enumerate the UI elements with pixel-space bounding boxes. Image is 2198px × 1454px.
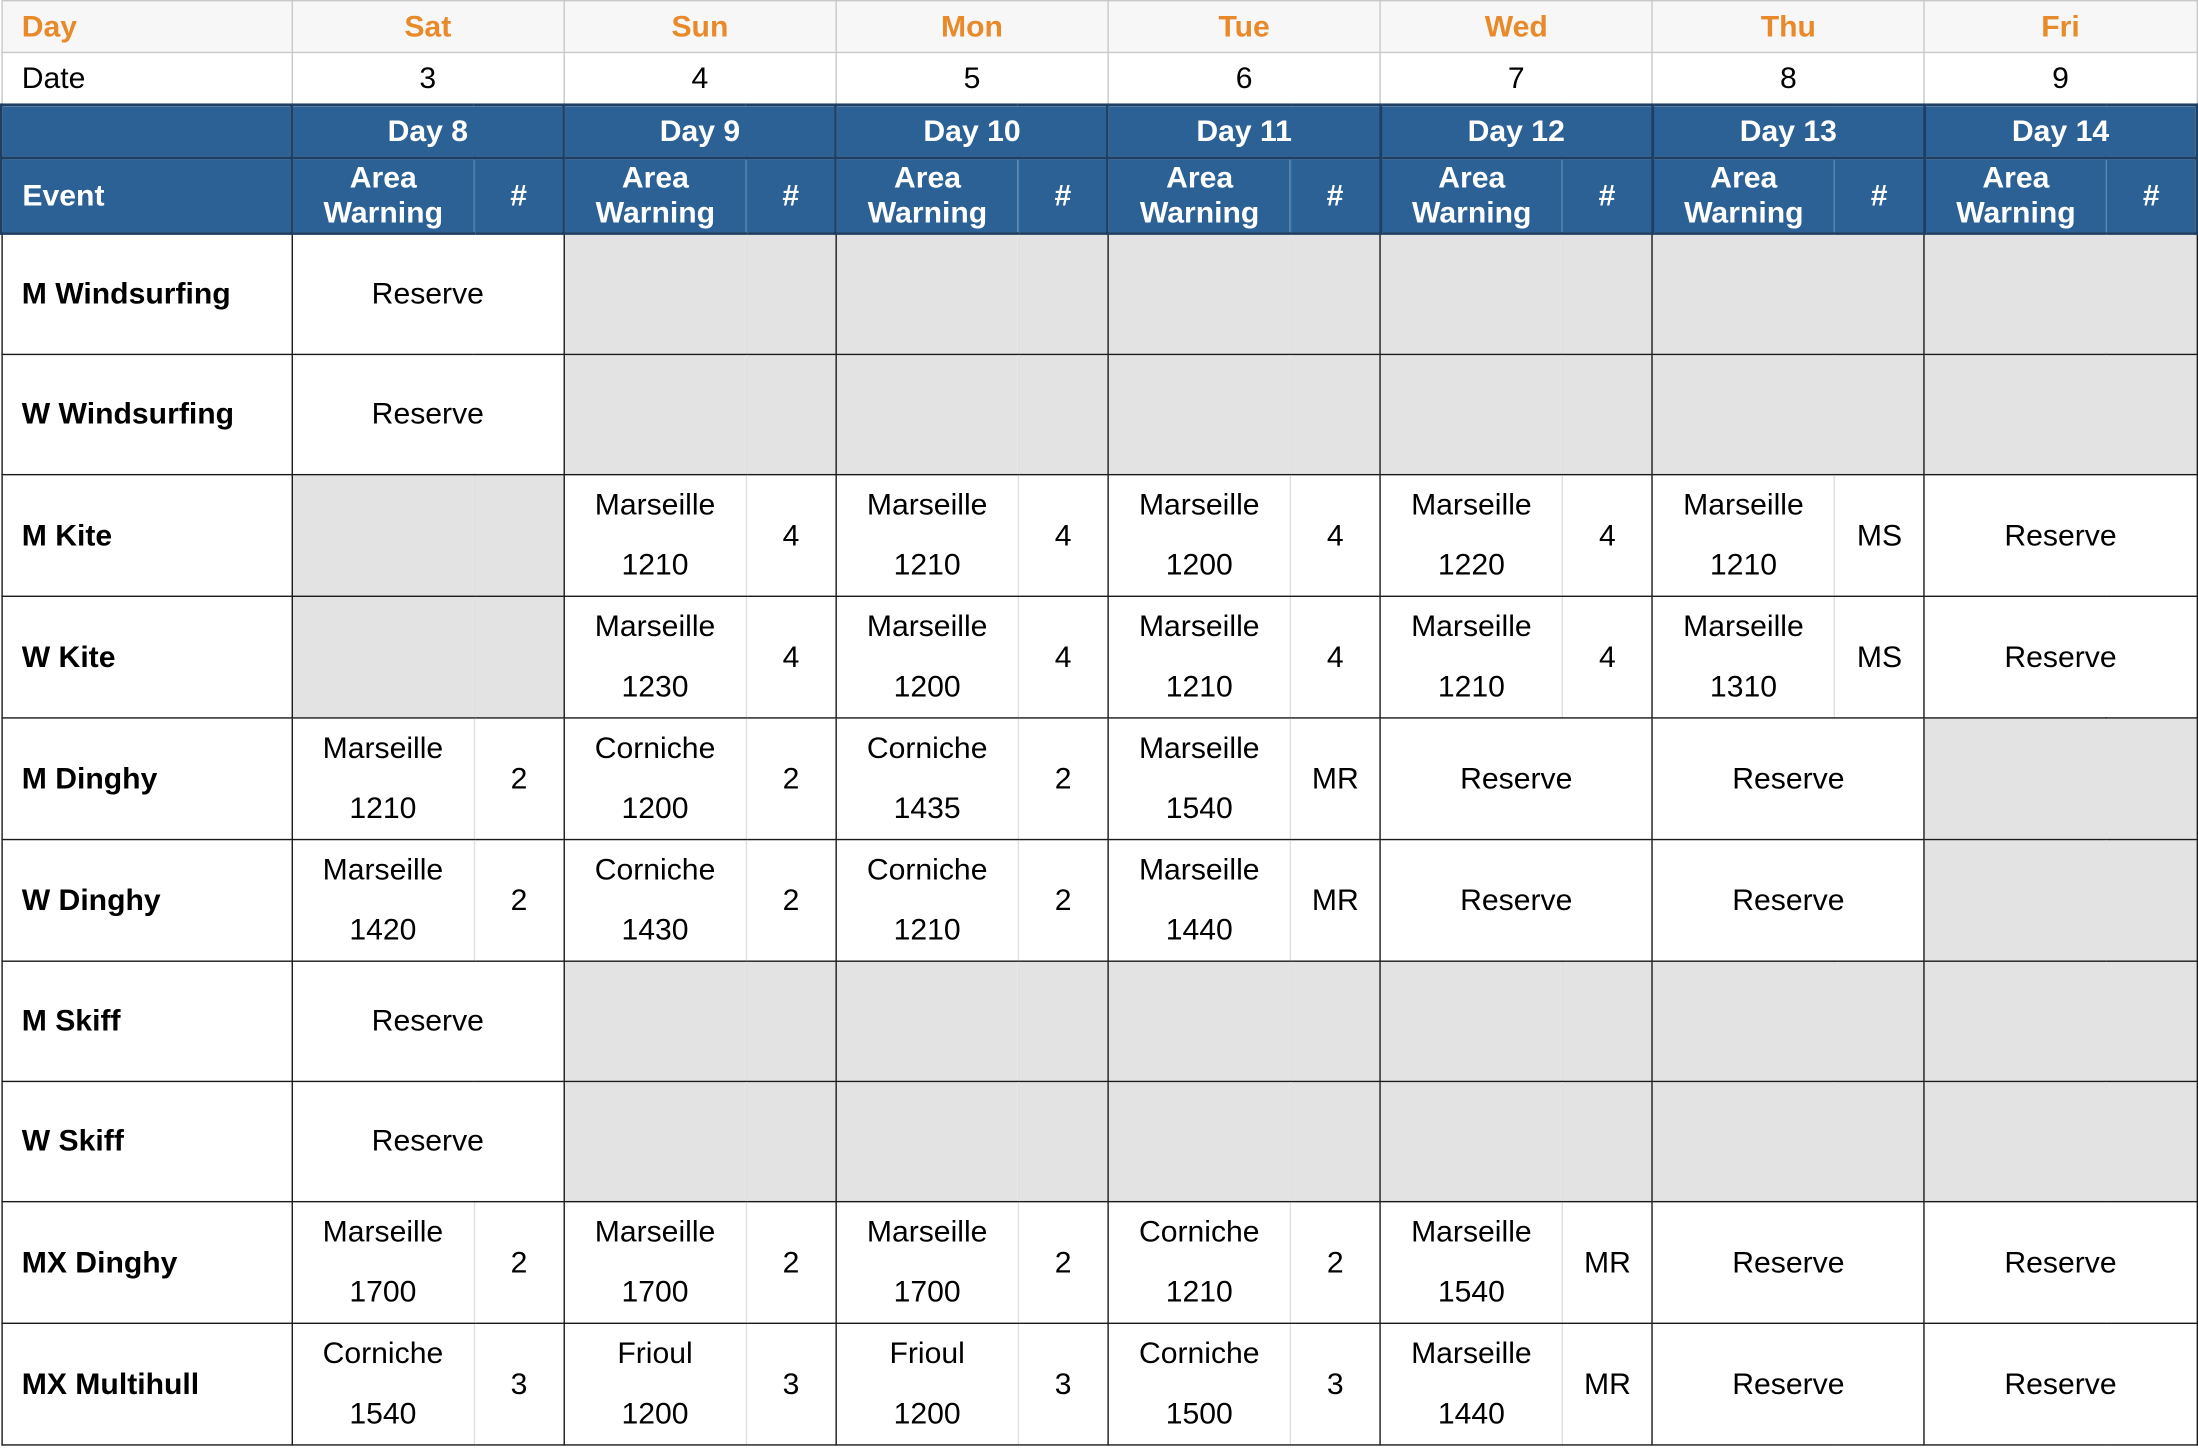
area-warning-cell xyxy=(564,1323,746,1445)
race-number-cell: 4 xyxy=(1563,475,1653,597)
warning-time: 1435 xyxy=(893,791,961,825)
area-name: Marseille xyxy=(866,487,988,522)
area-name: Frioul xyxy=(617,1336,693,1371)
area-name: Marseille xyxy=(594,1214,716,1249)
warning-time: 1210 xyxy=(1165,1275,1233,1309)
empty-number-cell xyxy=(2107,1081,2197,1201)
date-row xyxy=(1,52,2196,104)
area-warning-cell xyxy=(292,840,474,962)
event-row xyxy=(1,1081,2196,1201)
event-name: MX Dinghy xyxy=(1,1202,291,1324)
empty-area-cell xyxy=(1924,233,2106,354)
race-number-cell: MR xyxy=(1290,718,1380,840)
day-number-cell: Day 11 xyxy=(1108,105,1380,158)
event-row xyxy=(1,596,2196,718)
empty-area-cell xyxy=(1108,354,1290,474)
day-number-cell: Day 12 xyxy=(1380,105,1652,158)
warning-time: 1200 xyxy=(893,1396,961,1431)
empty-number-cell xyxy=(1563,1081,1653,1201)
event-name: M Dinghy xyxy=(1,718,291,840)
column-header-row xyxy=(1,158,2196,233)
warning-time: 1540 xyxy=(349,1396,417,1431)
empty-number-cell xyxy=(746,961,836,1081)
warning-time: 1540 xyxy=(1165,791,1233,825)
date-header-label: Date xyxy=(1,52,291,104)
blank-header-cell xyxy=(1,105,291,158)
warning-time: 1210 xyxy=(349,791,417,825)
race-number-cell: 4 xyxy=(1563,596,1653,718)
empty-number-cell xyxy=(1018,354,1108,474)
area-name: Marseille xyxy=(594,609,716,644)
area-warning-header: Area Warning xyxy=(292,158,474,233)
warning-time: 1440 xyxy=(1165,912,1233,947)
event-name: W Kite xyxy=(1,596,291,718)
weekday-cell: Thu xyxy=(1652,1,1924,53)
weekday-cell: Sat xyxy=(292,1,564,53)
empty-number-cell xyxy=(746,1081,836,1201)
warning-time: 1500 xyxy=(1165,1396,1233,1431)
number-header: # xyxy=(1563,158,1653,233)
weekday-cell: Sun xyxy=(564,1,836,53)
empty-area-cell xyxy=(1108,961,1290,1081)
empty-area-cell xyxy=(836,354,1018,474)
race-number-cell: 2 xyxy=(474,718,564,840)
warning-time: 1200 xyxy=(893,669,961,704)
area-warning-cell xyxy=(1380,1323,1562,1445)
empty-area-cell xyxy=(836,233,1018,354)
empty-number-cell xyxy=(2107,718,2197,840)
area-warning-cell xyxy=(1108,1202,1290,1324)
day-number-cell: Day 10 xyxy=(836,105,1108,158)
area-warning-cell xyxy=(564,475,746,597)
area-name: Marseille xyxy=(1411,487,1532,522)
empty-number-cell xyxy=(746,233,836,354)
area-name: Marseille xyxy=(594,487,716,522)
area-name: Corniche xyxy=(866,731,988,765)
area-warning-cell xyxy=(564,1202,746,1324)
empty-area-cell xyxy=(1380,233,1562,354)
race-number-cell: MS xyxy=(1835,475,1925,597)
day-number-cell: Day 13 xyxy=(1652,105,1924,158)
warning-time: 1420 xyxy=(349,912,417,947)
race-number-cell: 4 xyxy=(1018,475,1108,597)
event-row xyxy=(1,840,2196,962)
reserve-cell: Reserve xyxy=(1652,840,1924,962)
number-header: # xyxy=(474,158,564,233)
event-row xyxy=(1,1202,2196,1324)
empty-number-cell xyxy=(1290,354,1380,474)
area-name: Corniche xyxy=(866,852,988,887)
empty-number-cell xyxy=(1563,961,1653,1081)
area-warning-cell xyxy=(564,718,746,840)
empty-area-cell xyxy=(1108,1081,1290,1201)
area-warning-cell xyxy=(1108,596,1290,718)
empty-number-cell xyxy=(2107,354,2197,474)
empty-number-cell xyxy=(1835,961,1925,1081)
race-number-cell: 3 xyxy=(474,1323,564,1445)
warning-time: 1220 xyxy=(1437,548,1505,582)
race-number-cell: MS xyxy=(1835,596,1925,718)
reserve-cell: Reserve xyxy=(1652,1323,1924,1445)
area-name: Marseille xyxy=(1411,609,1532,644)
weekday-cell: Tue xyxy=(1108,1,1380,53)
area-warning-cell xyxy=(836,1202,1018,1324)
area-warning-cell xyxy=(836,718,1018,840)
reserve-cell: Reserve xyxy=(292,233,564,354)
race-number-cell: 2 xyxy=(1018,718,1108,840)
reserve-cell: Reserve xyxy=(292,1081,564,1201)
area-name: Marseille xyxy=(1683,609,1804,644)
area-name: Marseille xyxy=(322,731,444,765)
reserve-cell: Reserve xyxy=(292,961,564,1081)
warning-time: 1700 xyxy=(621,1275,689,1309)
event-row xyxy=(1,1323,2196,1445)
warning-time: 1700 xyxy=(893,1275,961,1309)
empty-number-cell xyxy=(1290,233,1380,354)
area-warning-cell xyxy=(1652,596,1834,718)
empty-number-cell xyxy=(2107,961,2197,1081)
race-number-cell: 2 xyxy=(746,1202,836,1324)
area-warning-cell xyxy=(836,1323,1018,1445)
race-number-cell: 3 xyxy=(746,1323,836,1445)
empty-area-cell xyxy=(836,961,1018,1081)
warning-time: 1700 xyxy=(349,1275,417,1309)
race-number-cell: 3 xyxy=(1018,1323,1108,1445)
number-header: # xyxy=(1018,158,1108,233)
race-number-cell: MR xyxy=(1290,840,1380,962)
warning-time: 1210 xyxy=(893,912,961,947)
warning-time: 1200 xyxy=(621,1396,689,1431)
race-number-cell: 2 xyxy=(1018,840,1108,962)
warning-time: 1210 xyxy=(893,548,961,582)
area-warning-cell xyxy=(1380,1202,1562,1324)
event-row xyxy=(1,718,2196,840)
event-header-label: Event xyxy=(1,158,291,233)
event-name: M Skiff xyxy=(1,961,291,1081)
area-name: Marseille xyxy=(322,1214,444,1249)
area-warning-cell xyxy=(836,596,1018,718)
area-warning-cell xyxy=(292,1323,474,1445)
area-warning-cell xyxy=(1652,475,1834,597)
empty-area-cell xyxy=(1924,961,2106,1081)
empty-number-cell xyxy=(1835,1081,1925,1201)
day-number-cell: Day 14 xyxy=(1924,105,2196,158)
event-row xyxy=(1,961,2196,1081)
weekday-cell: Mon xyxy=(836,1,1108,53)
reserve-cell: Reserve xyxy=(1380,718,1652,840)
race-number-cell: MR xyxy=(1563,1323,1653,1445)
area-warning-cell xyxy=(1108,1323,1290,1445)
area-warning-header: Area Warning xyxy=(1380,158,1562,233)
warning-time: 1210 xyxy=(1437,669,1505,704)
area-name: Corniche xyxy=(594,731,716,765)
day-number-cell: Day 9 xyxy=(564,105,836,158)
number-header: # xyxy=(1290,158,1380,233)
area-name: Marseille xyxy=(866,609,988,644)
empty-area-cell xyxy=(292,475,474,597)
area-name: Corniche xyxy=(594,852,716,887)
reserve-cell: Reserve xyxy=(1924,1202,2196,1324)
warning-time: 1540 xyxy=(1437,1275,1505,1309)
date-cell: 7 xyxy=(1380,52,1652,104)
date-cell: 3 xyxy=(292,52,564,104)
area-name: Corniche xyxy=(1138,1214,1260,1249)
area-name: Corniche xyxy=(322,1336,444,1371)
day-header-label: Day xyxy=(1,1,291,53)
area-name: Frioul xyxy=(889,1336,965,1371)
empty-area-cell xyxy=(564,961,746,1081)
empty-number-cell xyxy=(1018,1081,1108,1201)
area-name: Marseille xyxy=(866,1214,988,1249)
empty-area-cell xyxy=(1380,354,1562,474)
reserve-cell: Reserve xyxy=(292,354,564,474)
empty-number-cell xyxy=(2107,233,2197,354)
warning-time: 1230 xyxy=(621,669,689,704)
warning-time: 1200 xyxy=(621,791,689,825)
area-warning-header: Area Warning xyxy=(564,158,746,233)
event-name: W Windsurfing xyxy=(1,354,291,474)
warning-time: 1210 xyxy=(1709,548,1778,582)
empty-area-cell xyxy=(564,233,746,354)
reserve-cell: Reserve xyxy=(1924,1323,2196,1445)
area-warning-cell xyxy=(1108,840,1290,962)
date-cell: 4 xyxy=(564,52,836,104)
empty-number-cell xyxy=(1563,233,1653,354)
area-warning-header: Area Warning xyxy=(1924,158,2106,233)
empty-area-cell xyxy=(1924,354,2106,474)
empty-area-cell xyxy=(564,1081,746,1201)
race-number-cell: 4 xyxy=(1018,596,1108,718)
area-warning-cell xyxy=(564,840,746,962)
empty-area-cell xyxy=(1652,354,1834,474)
warning-time: 1440 xyxy=(1437,1396,1505,1431)
race-number-cell: 4 xyxy=(746,596,836,718)
empty-area-cell xyxy=(1652,961,1834,1081)
empty-number-cell xyxy=(746,354,836,474)
empty-area-cell xyxy=(564,354,746,474)
number-header: # xyxy=(746,158,836,233)
area-warning-cell xyxy=(1380,596,1562,718)
empty-area-cell xyxy=(1652,233,1834,354)
area-name: Marseille xyxy=(1411,1214,1532,1249)
event-name: W Dinghy xyxy=(1,840,291,962)
date-cell: 6 xyxy=(1108,52,1380,104)
area-name: Marseille xyxy=(1138,487,1260,522)
empty-number-cell xyxy=(1018,961,1108,1081)
area-name: Marseille xyxy=(1138,609,1260,644)
empty-area-cell xyxy=(292,596,474,718)
area-warning-header: Area Warning xyxy=(1108,158,1290,233)
date-cell: 8 xyxy=(1652,52,1924,104)
area-warning-cell xyxy=(1108,718,1290,840)
race-number-cell: 2 xyxy=(746,840,836,962)
empty-area-cell xyxy=(1924,718,2106,840)
empty-area-cell xyxy=(1652,1081,1834,1201)
race-number-cell: 4 xyxy=(1290,596,1380,718)
date-cell: 9 xyxy=(1924,52,2196,104)
empty-area-cell xyxy=(1924,840,2106,962)
event-row xyxy=(1,354,2196,474)
event-name: M Kite xyxy=(1,475,291,597)
weekday-row xyxy=(1,1,2196,53)
reserve-cell: Reserve xyxy=(1652,718,1924,840)
empty-area-cell xyxy=(1380,1081,1562,1201)
area-warning-header: Area Warning xyxy=(1652,158,1834,233)
empty-area-cell xyxy=(836,1081,1018,1201)
race-number-cell: MR xyxy=(1563,1202,1653,1324)
area-warning-cell xyxy=(836,475,1018,597)
race-number-cell: 4 xyxy=(746,475,836,597)
race-number-cell: 2 xyxy=(1018,1202,1108,1324)
empty-area-cell xyxy=(1108,233,1290,354)
area-warning-cell xyxy=(564,596,746,718)
empty-number-cell xyxy=(1835,233,1925,354)
event-row xyxy=(1,233,2196,354)
warning-time: 1210 xyxy=(1165,669,1233,704)
area-warning-cell xyxy=(1108,475,1290,597)
empty-number-cell xyxy=(474,475,564,597)
event-name: W Skiff xyxy=(1,1081,291,1201)
area-name: Marseille xyxy=(1138,731,1260,765)
weekday-cell: Wed xyxy=(1380,1,1652,53)
area-warning-cell xyxy=(836,840,1018,962)
empty-number-cell xyxy=(1290,961,1380,1081)
race-number-cell: 2 xyxy=(474,1202,564,1324)
event-name: MX Multihull xyxy=(1,1323,291,1445)
reserve-cell: Reserve xyxy=(1380,840,1652,962)
race-number-cell: 2 xyxy=(746,718,836,840)
number-header: # xyxy=(1835,158,1925,233)
reserve-cell: Reserve xyxy=(1924,475,2196,597)
area-name: Marseille xyxy=(1138,852,1260,887)
empty-number-cell xyxy=(1563,354,1653,474)
empty-area-cell xyxy=(1380,961,1562,1081)
event-row xyxy=(1,475,2196,597)
area-warning-cell xyxy=(292,1202,474,1324)
empty-number-cell xyxy=(1018,233,1108,354)
day-number-row xyxy=(1,105,2196,158)
number-header: # xyxy=(2107,158,2197,233)
empty-number-cell xyxy=(1835,354,1925,474)
reserve-cell: Reserve xyxy=(1924,596,2196,718)
event-name: M Windsurfing xyxy=(1,233,291,354)
race-number-cell: 2 xyxy=(1290,1202,1380,1324)
empty-number-cell xyxy=(474,596,564,718)
area-name: Marseille xyxy=(322,852,444,887)
empty-number-cell xyxy=(2107,840,2197,962)
warning-time: 1310 xyxy=(1709,669,1778,704)
race-number-cell: 3 xyxy=(1290,1323,1380,1445)
warning-time: 1200 xyxy=(1165,548,1233,582)
warning-time: 1210 xyxy=(621,548,689,582)
day-number-cell: Day 8 xyxy=(292,105,564,158)
race-number-cell: 2 xyxy=(474,840,564,962)
area-name: Marseille xyxy=(1683,487,1804,522)
area-warning-header: Area Warning xyxy=(836,158,1018,233)
reserve-cell: Reserve xyxy=(1652,1202,1924,1324)
weekday-cell: Fri xyxy=(1924,1,2196,53)
empty-area-cell xyxy=(1924,1081,2106,1201)
empty-number-cell xyxy=(1290,1081,1380,1201)
area-name: Marseille xyxy=(1411,1336,1532,1371)
area-warning-cell xyxy=(1380,475,1562,597)
race-number-cell: 4 xyxy=(1290,475,1380,597)
warning-time: 1430 xyxy=(621,912,689,947)
area-warning-cell xyxy=(292,718,474,840)
area-name: Corniche xyxy=(1138,1336,1260,1371)
date-cell: 5 xyxy=(836,52,1108,104)
